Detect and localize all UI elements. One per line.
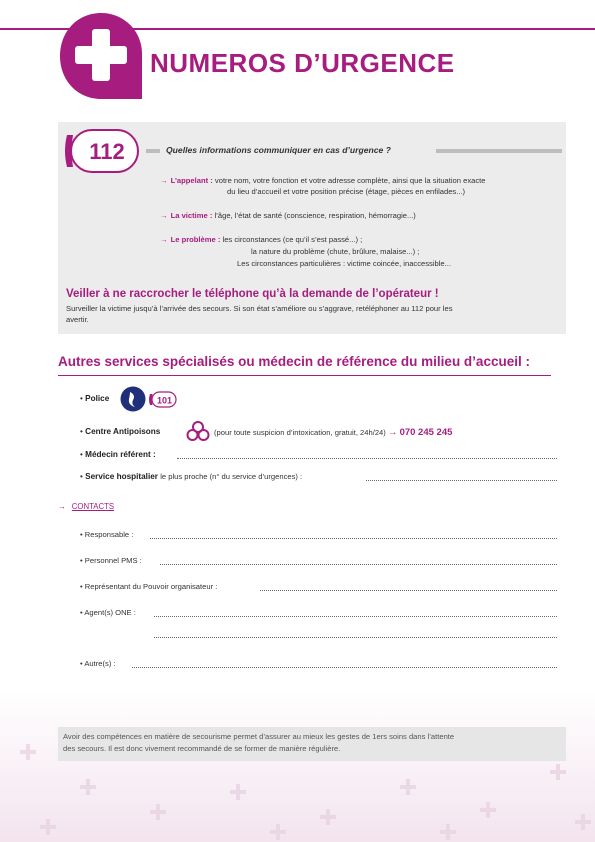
divider-bar xyxy=(146,149,160,153)
contact-autre: • Autre(s) : xyxy=(80,659,116,668)
agent-field[interactable] xyxy=(154,615,557,617)
police-item: • Police xyxy=(80,394,110,403)
autre-field[interactable] xyxy=(132,666,557,668)
contacts-label: CONTACTS xyxy=(71,502,115,511)
police-label: Police xyxy=(85,394,110,403)
hospital-field[interactable] xyxy=(366,479,557,481)
victime-line xyxy=(160,211,416,220)
antipoisons-label: Centre Antipoisons xyxy=(85,427,161,436)
antipoisons-number: 070 245 245 xyxy=(399,427,453,438)
probleme-text: les circonstances (ce qu’il s’est passé...) ; xyxy=(222,235,363,244)
probleme-label: Le problème : xyxy=(170,235,221,244)
agent-label: Agent(s) ONE : xyxy=(84,608,136,617)
divider-bar xyxy=(436,149,562,153)
warning-text: Surveiller la victime jusqu’à l’arrivée des secours. Si son état s’améliore ou s’aggrave, retéléphoner au 112 pour les xyxy=(66,304,453,313)
antipoisons-item: • Centre Antipoisons xyxy=(80,427,161,436)
contacts-heading xyxy=(58,502,114,511)
training-note-line1: Avoir des compétences en matière de secourisme permet d’assurer au mieux les gestes de 1ers soins dans l’attente xyxy=(63,732,455,741)
antipoisons-note: (pour toute suspicion d’intoxication, gratuit, 24h/24) xyxy=(214,428,386,437)
appelant-label: L’appelant : xyxy=(170,176,213,185)
antipoisons-line xyxy=(214,427,452,438)
decorative-cross-pattern xyxy=(0,690,595,842)
contact-representant: • Représentant du Pouvoir organisateur : xyxy=(80,582,218,591)
phone-112-badge xyxy=(63,127,141,175)
arrow-right-icon: → xyxy=(160,176,168,185)
hospital-note: le plus proche (n° du service d’urgences) : xyxy=(160,472,303,481)
contact-responsable: • Responsable : xyxy=(80,530,134,539)
pms-field[interactable] xyxy=(160,563,557,565)
contact-pms: • Personnel PMS : xyxy=(80,556,142,565)
pms-label: Personnel PMS : xyxy=(84,556,142,565)
services-heading: Autres services spécialisés ou médecin de référence du milieu d’accueil : xyxy=(58,354,530,369)
warning-text-cont: avertir. xyxy=(66,315,89,324)
probleme-line xyxy=(160,235,362,244)
page-title: NUMEROS D’URGENCE xyxy=(150,48,455,78)
victime-label: La victime : xyxy=(170,211,213,220)
arrow-right-icon: → xyxy=(160,235,168,244)
appelant-line xyxy=(160,176,486,185)
question-heading: Quelles informations communiquer en cas d’urgence ? xyxy=(166,145,391,155)
police-number-badge xyxy=(149,391,177,408)
svg-text:112: 112 xyxy=(89,139,125,164)
arrow-right-icon: → xyxy=(387,427,398,438)
probleme-text-2: la nature du problème (chute, brûlure, malaise...) ; xyxy=(251,247,420,256)
hospital-label: Service hospitalier xyxy=(85,472,158,481)
representant-field[interactable] xyxy=(260,589,557,591)
antipoisons-logo-icon xyxy=(186,420,210,442)
first-aid-cross-icon xyxy=(58,11,144,101)
police-number: 101 xyxy=(156,395,173,406)
representant-label: Représentant du Pouvoir organisateur : xyxy=(84,582,218,591)
contact-agent: • Agent(s) ONE : xyxy=(80,608,136,617)
responsable-label: Responsable : xyxy=(84,530,134,539)
victime-text: l’âge, l’état de santé (conscience, respiration, hémorragie...) xyxy=(214,211,416,220)
medecin-label: Médecin référent : xyxy=(85,450,156,459)
appelant-text-cont: du lieu d’accueil et votre position précise (étage, pièces en enfilades...) xyxy=(227,187,466,196)
arrow-right-icon: → xyxy=(58,502,66,511)
services-heading-rule xyxy=(58,375,551,376)
training-note-line2: des secours. Il est donc vivement recommandé de se former de manière régulière. xyxy=(63,744,341,753)
autre-label: Autre(s) : xyxy=(84,659,116,668)
medecin-item: • Médecin référent : xyxy=(80,450,156,459)
medecin-field[interactable] xyxy=(177,457,557,459)
responsable-field[interactable] xyxy=(150,537,557,539)
agent-field-2[interactable] xyxy=(154,636,557,638)
hospital-item: • Service hospitalier le plus proche (n° du service d’urgences) : xyxy=(80,472,303,481)
probleme-text-3: Les circonstances particulières : victime coincée, inaccessible... xyxy=(237,259,451,268)
police-icon xyxy=(120,386,146,412)
appelant-text: votre nom, votre fonction et votre adresse complète, ainsi que la situation exacte xyxy=(214,176,486,185)
arrow-right-icon: → xyxy=(160,211,168,220)
warning-heading: Veiller à ne raccrocher le téléphone qu’à la demande de l’opérateur ! xyxy=(66,288,439,300)
